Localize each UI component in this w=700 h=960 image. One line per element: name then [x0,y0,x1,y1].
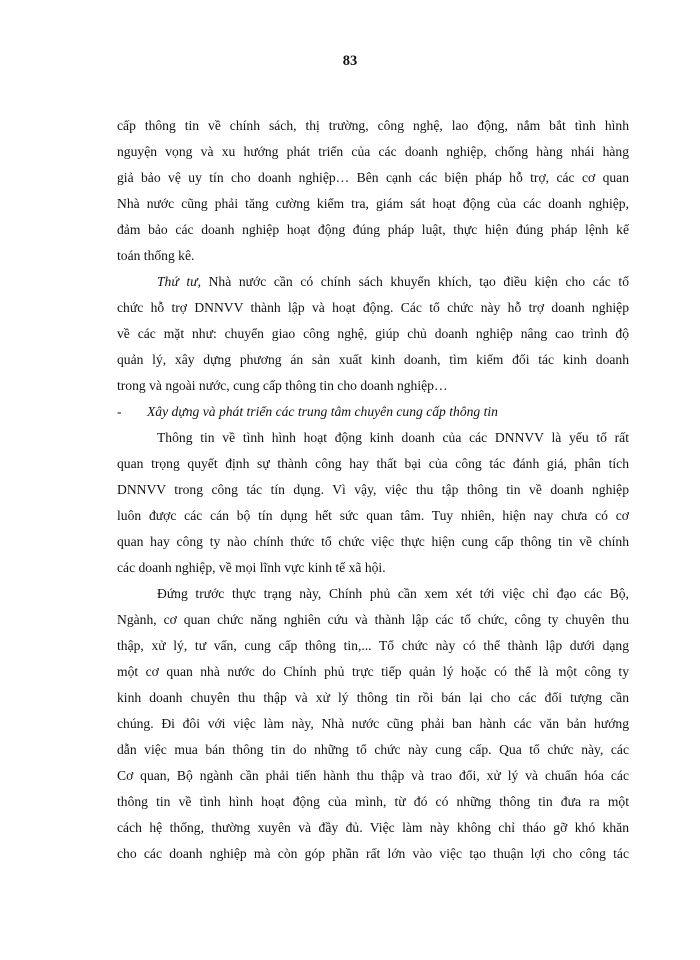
text-line: cấp thông tin về chính sách, thị trường, công nghệ, lao động, nắm bắt tình hình [117,118,629,133]
paragraph-1 [117,113,629,269]
text-line: kinh doanh chuyên thu thập và xử lý thông tin rồi bán lại cho các đối tượng cần [117,690,629,705]
text-line: thông tin về tình hình hoạt động của mình, từ đó có những thông tin đưa ra một [117,794,629,809]
text-line: Ngành, cơ quan chức năng nghiên cứu và thành lập các tổ chức, công ty chuyên thu [117,612,629,627]
page-number: 83 [342,53,358,69]
text-line: quan hay công ty nào chính thức tổ chức việc thực hiện cung cấp thông tin về chính [117,534,629,549]
text-line: trong và ngoài nước, cung cấp thông tin cho doanh nghiệp… [117,378,448,393]
text-line: đảm bảo các doanh nghiệp hoạt động đúng pháp luật, thực hiện đúng pháp lệnh kế [117,222,629,237]
text-line: luôn được các cán bộ tín dụng hết sức quan tâm. Tuy nhiên, hiện nay chưa có cơ [117,508,629,523]
text-line: về các mặt như: chuyển giao công nghệ, giúp chủ doanh nghiệp nâng cao trình độ [117,326,629,341]
body-text [117,113,629,867]
text-line: toán thống kê. [117,248,195,263]
text-line: nguyện vọng và xu hướng phát triển của các doanh nghiệp, chống hàng nhái hàng [117,144,629,159]
line-rest: Nhà nước cần có chính sách khuyến khích, tạo điều kiện cho các tổ [200,274,629,289]
paragraph-4 [117,581,629,867]
text-line: quan trọng quyết định sự thành công hay thất bại của công tác đánh giá, phân tích [117,456,629,471]
section-heading [117,399,629,425]
paragraph-2 [117,269,629,399]
paragraph-3 [117,425,629,581]
text-line: thập, xử lý, tư vấn, cung cấp thông tin,... Tổ chức này có thể thành lập dưới dạng [117,638,629,653]
text-line [117,269,629,295]
text-line: giả bảo vệ uy tín cho doanh nghiệp… Bên cạnh các biện pháp hỗ trợ, các cơ quan [117,170,629,185]
text-line: cách hệ thống, thường xuyên và đầy đủ. Việc làm này không chỉ tháo gỡ khó khăn [117,820,629,835]
bullet-dash: - [117,404,122,419]
text-line: chúng. Đi đôi với việc làm này, Nhà nước cũng phải ban hành các văn bản hướng [117,716,629,731]
text-line: chức hỗ trợ DNNVV thành lập và hoạt động. Các tổ chức này hỗ trợ doanh nghiệp [117,300,629,315]
text-line: dẫn việc mua bán thông tin do những tổ chức này cung cấp. Qua tổ chức này, các [117,742,629,757]
text-line: các doanh nghiệp, về mọi lĩnh vực kinh tế xã hội. [117,560,386,575]
text-line: quản lý, xây dựng phương án sản xuất kinh doanh, tìm kiếm đối tác kinh doanh [117,352,629,367]
text-line: Nhà nước cũng phải tăng cường kiểm tra, giám sát hoạt động của các doanh nghiệp, [117,196,629,211]
heading-text: Xây dựng và phát triển các trung tâm chuyên cung cấp thông tin [147,404,498,419]
text-line: DNNVV trong công tác tín dụng. Vì vậy, việc thu tập thông tin về doanh nghiệp [117,482,629,497]
text-line: Cơ quan, Bộ ngành cần phải tiến hành thu thập và trao đổi, xử lý và chuẩn hóa các [117,768,629,783]
italic-lead: Thứ tư, [157,274,201,289]
text-line: cho các doanh nghiệp mà còn góp phần rất lớn vào việc tạo thuận lợi cho công tác [117,846,629,861]
text-line: một cơ quan nhà nước do Chính phủ trực tiếp quản lý hoặc có thể là một công ty [117,664,629,679]
text-line: Thông tin về tình hình hoạt động kinh doanh của các DNNVV là yếu tố rất [157,430,629,445]
text-line: Đứng trước thực trạng này, Chính phủ cần xem xét tới việc chỉ đạo các Bộ, [157,586,629,601]
